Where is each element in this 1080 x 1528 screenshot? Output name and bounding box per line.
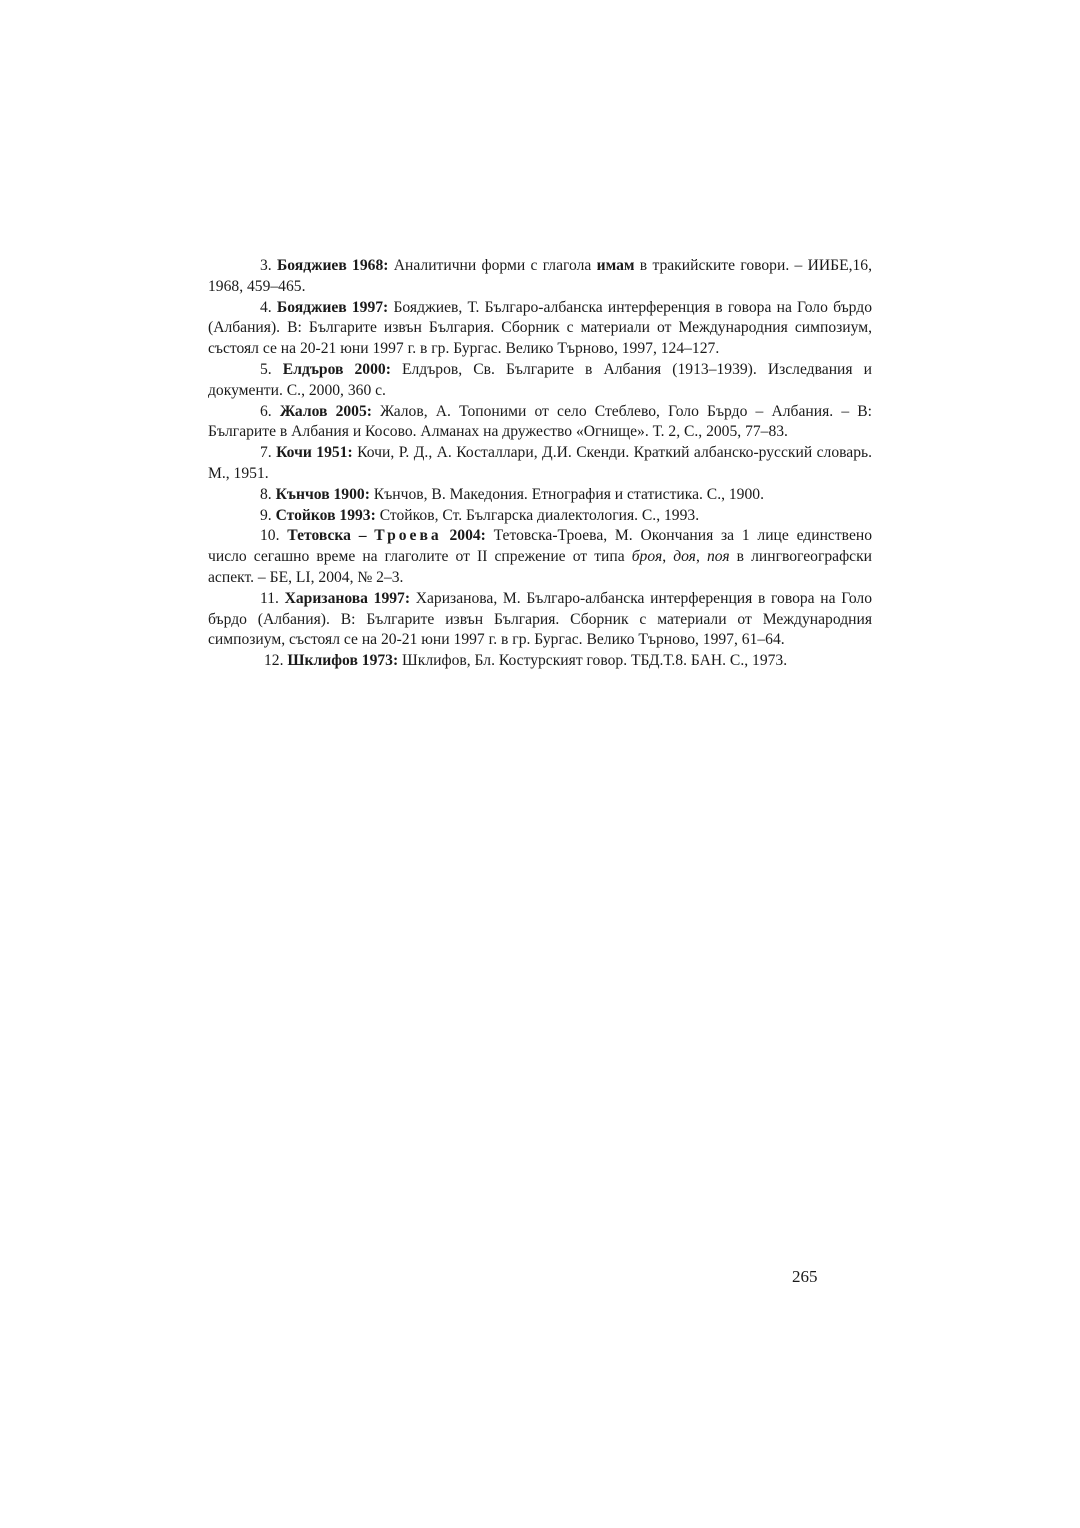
reference-text: в лингвогеографски аспект. – БЕ, LI, 2004, № 2–3. [208, 548, 873, 586]
reference-text: Стойков, Ст. Българска диалектология. С., 1993. [375, 506, 700, 524]
reference-author: Кочи 1951: [276, 444, 353, 462]
reference-item [208, 443, 872, 485]
reference-author-spaced: Троева [374, 527, 442, 545]
reference-number: 3. [260, 257, 272, 274]
reference-item [208, 402, 872, 444]
reference-number: 12. [264, 652, 284, 670]
reference-number: 9. [260, 506, 272, 524]
reference-italic: поя [706, 548, 730, 566]
reference-number: 8. [260, 485, 272, 503]
reference-emphasis: имам [596, 257, 635, 274]
reference-text: в тракийските говори. – ИИБЕ,16, 1968, 459–465. [208, 257, 872, 295]
reference-number: 4. [260, 298, 272, 316]
reference-author: Бояджиев 1968: [277, 257, 389, 274]
reference-text: Елдъров, Св. Българите в Албания (1913–1939). Изследвания и документи. С., 2000, 360 с. [208, 360, 872, 399]
reference-number: 10. [260, 527, 280, 545]
reference-text: Бояджиев, Т. Българо-албанска интерференция в говора на Голо бърдо (Албания). В: Българите извън България. Сборник с материали от Международния симпозиум, състоял се на 20-21 юни 1997 г. в гр. Бургас. Велико Търново, 1997, 124–127. [208, 298, 872, 358]
reference-author: Шклифов 1973: [287, 652, 399, 670]
reference-item [208, 506, 872, 527]
reference-item [208, 256, 872, 298]
reference-text: Кънчов, В. Македония. Етнография и статистика. С., 1900. [369, 485, 764, 503]
reference-text: , [662, 548, 674, 566]
reference-item [208, 526, 872, 588]
reference-text: Харизанова, М. Българо-албанска интерференция в говора на Голо бърдо (Албания). В: Българите извън България. Сборник с материали от Международния симпозиум, състоял се на 20-21 юни 1997 г. в гр. Бургас. Велико Търново, 1997, 61–64. [208, 589, 873, 649]
reference-author: Елдъров 2000: [282, 360, 391, 378]
reference-italic: доя [673, 548, 696, 566]
reference-item [208, 651, 872, 672]
reference-author-year: 2004: [441, 527, 486, 545]
reference-author: Жалов 2005: [279, 402, 372, 420]
reference-author: Стойков 1993: [275, 506, 376, 524]
reference-author: Харизанова 1997: [284, 589, 411, 607]
reference-author: Бояджиев 1997: [276, 298, 389, 316]
reference-number: 11. [260, 589, 279, 607]
reference-item [208, 360, 872, 402]
reference-item [208, 485, 872, 506]
reference-item [208, 589, 872, 651]
reference-italic: броя [631, 548, 663, 566]
reference-number: 5. [260, 360, 272, 378]
reference-text: Жалов, А. Топоними от село Стеблево, Голо Бърдо – Албания. – В: Българите в Албания и Косово. Алманах на дружество «Огнище». Т. 2, С., 2005, 77–83. [208, 402, 873, 441]
reference-text: Тетовска-Троева, М. Окончания за 1 лице единствено число сегашно време на глаголите от II спрежение от типа [208, 527, 873, 566]
reference-number: 6. [260, 402, 272, 420]
reference-author: Кънчов 1900: [275, 485, 370, 503]
reference-text: Шклифов, Бл. Костурският говор. ТБД.Т.8. БАН. С., 1973. [398, 652, 788, 670]
reference-item [208, 298, 872, 360]
reference-author: Тетовска – [287, 527, 375, 545]
reference-text: Кочи, Р. Д., А. Косталлари, Д.И. Скенди. Краткий албанско-русский словарь. М., 1951. [208, 444, 872, 482]
reference-text: Аналитични форми с глагола [388, 257, 597, 274]
reference-text: , [695, 548, 707, 566]
page-number: 265 [792, 1267, 818, 1286]
reference-list [208, 256, 872, 672]
reference-number: 7. [260, 444, 272, 462]
